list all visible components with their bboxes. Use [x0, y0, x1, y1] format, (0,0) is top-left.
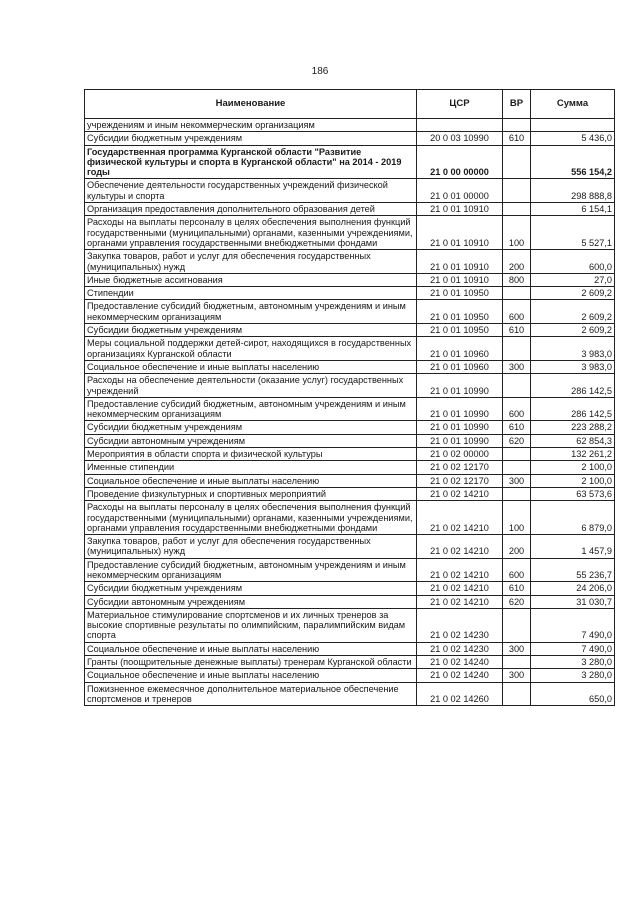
row-csr: 21 0 02 14210 [417, 558, 503, 582]
row-name: Субсидии бюджетным учреждениям [85, 582, 417, 595]
row-sum: 2 100,0 [531, 461, 615, 474]
row-csr: 21 0 02 12170 [417, 461, 503, 474]
row-csr: 21 0 02 14240 [417, 669, 503, 682]
table-row [85, 448, 615, 461]
row-name: Материальное стимулирование спортсменов и их личных тренеров за высокие спортивные результаты по олимпийским, паралимпийским видам спорта [85, 608, 417, 642]
row-vr [503, 682, 531, 706]
row-csr: 21 0 02 14230 [417, 608, 503, 642]
row-vr: 600 [503, 397, 531, 421]
table-row [85, 145, 615, 179]
row-vr [503, 487, 531, 500]
table-row [85, 421, 615, 434]
row-vr: 100 [503, 501, 531, 535]
row-sum: 31 030,7 [531, 595, 615, 608]
row-name: Закупка товаров, работ и услуг для обеспечения государственных (муниципальных) нужд [85, 535, 417, 559]
table-row [85, 119, 615, 132]
row-name: Предоставление субсидий бюджетным, автономным учреждениям и иным некоммерческим организациям [85, 397, 417, 421]
row-csr: 21 0 01 10950 [417, 287, 503, 300]
row-sum: 286 142,5 [531, 374, 615, 398]
row-sum: 556 154,2 [531, 145, 615, 179]
row-sum: 2 609,2 [531, 300, 615, 324]
row-vr: 610 [503, 582, 531, 595]
row-sum: 650,0 [531, 682, 615, 706]
row-vr: 610 [503, 324, 531, 337]
row-name: Пожизненное ежемесячное дополнительное материальное обеспечение спортсменов и тренеров [85, 682, 417, 706]
table-row [85, 434, 615, 447]
row-vr [503, 119, 531, 132]
row-name: Проведение физкультурных и спортивных мероприятий [85, 487, 417, 500]
row-name: Меры социальной поддержки детей-сирот, находящихся в государственных организациях Курганской области [85, 337, 417, 361]
header-sum: Сумма [531, 90, 615, 119]
row-vr: 300 [503, 360, 531, 373]
row-sum: 62 854,3 [531, 434, 615, 447]
table-header-row [85, 90, 615, 119]
row-sum: 5 436,0 [531, 132, 615, 145]
row-csr: 21 0 01 10960 [417, 360, 503, 373]
row-sum: 6 154,1 [531, 203, 615, 216]
row-vr: 610 [503, 421, 531, 434]
table-row [85, 669, 615, 682]
row-csr: 20 0 03 10990 [417, 132, 503, 145]
row-vr: 300 [503, 474, 531, 487]
row-csr: 21 0 01 10990 [417, 397, 503, 421]
row-csr: 21 0 01 10990 [417, 434, 503, 447]
table-row [85, 397, 615, 421]
table-row [85, 216, 615, 250]
row-sum: 6 879,0 [531, 501, 615, 535]
row-vr [503, 287, 531, 300]
row-vr [503, 461, 531, 474]
row-name: Государственная программа Курганской области "Развитие физической культуры и спорта в Курганской области" на 2014 - 2019 годы [85, 145, 417, 179]
header-name: Наименование [85, 90, 417, 119]
row-name: Субсидии автономным учреждениям [85, 434, 417, 447]
row-name: Обеспечение деятельности государственных учреждений физической культуры и спорта [85, 179, 417, 203]
row-vr: 610 [503, 132, 531, 145]
row-csr: 21 0 01 10910 [417, 216, 503, 250]
header-csr: ЦСР [417, 90, 503, 119]
row-sum: 55 236,7 [531, 558, 615, 582]
row-vr [503, 656, 531, 669]
row-csr: 21 0 02 14240 [417, 656, 503, 669]
row-vr: 200 [503, 535, 531, 559]
row-name: Стипендии [85, 287, 417, 300]
row-csr: 21 0 02 14230 [417, 642, 503, 655]
page-number: 186 [311, 66, 329, 77]
row-vr [503, 608, 531, 642]
row-name: Субсидии автономным учреждениям [85, 595, 417, 608]
row-sum: 63 573,6 [531, 487, 615, 500]
row-vr [503, 203, 531, 216]
row-sum: 298 888,8 [531, 179, 615, 203]
row-sum: 24 206,0 [531, 582, 615, 595]
table-row [85, 179, 615, 203]
row-name: Расходы на выплаты персоналу в целях обеспечения выполнения функций государственными (муниципальными) органами, казенными учреждениями, органами управления государственными внебюджетными фондами [85, 501, 417, 535]
row-csr: 21 0 01 10990 [417, 421, 503, 434]
budget-table [84, 89, 615, 706]
table-row [85, 608, 615, 642]
row-csr: 21 0 02 14210 [417, 501, 503, 535]
row-vr: 620 [503, 434, 531, 447]
table-row [85, 273, 615, 286]
row-name: Иные бюджетные ассигнования [85, 273, 417, 286]
row-csr: 21 0 01 10910 [417, 250, 503, 274]
row-vr: 300 [503, 669, 531, 682]
row-name: Предоставление субсидий бюджетным, автономным учреждениям и иным некоммерческим организациям [85, 558, 417, 582]
table-row [85, 595, 615, 608]
row-vr [503, 337, 531, 361]
row-name: Гранты (поощрительные денежные выплаты) тренерам Курганской области [85, 656, 417, 669]
row-vr: 200 [503, 250, 531, 274]
row-name: Мероприятия в области спорта и физической культуры [85, 448, 417, 461]
row-name: Субсидии бюджетным учреждениям [85, 132, 417, 145]
table-body [85, 119, 615, 706]
table-row [85, 132, 615, 145]
row-csr: 21 0 02 12170 [417, 474, 503, 487]
row-sum: 3 983,0 [531, 337, 615, 361]
row-sum: 132 261,2 [531, 448, 615, 461]
row-csr: 21 0 01 00000 [417, 179, 503, 203]
row-sum: 7 490,0 [531, 642, 615, 655]
row-sum: 27,0 [531, 273, 615, 286]
row-csr: 21 0 01 10960 [417, 337, 503, 361]
row-csr: 21 0 01 10950 [417, 300, 503, 324]
row-sum: 600,0 [531, 250, 615, 274]
row-name: Предоставление субсидий бюджетным, автономным учреждениям и иным некоммерческим организациям [85, 300, 417, 324]
row-csr: 21 0 02 14210 [417, 595, 503, 608]
row-sum: 3 983,0 [531, 360, 615, 373]
row-csr: 21 0 01 10910 [417, 203, 503, 216]
row-vr: 100 [503, 216, 531, 250]
table-row [85, 461, 615, 474]
row-sum: 1 457,9 [531, 535, 615, 559]
row-name: Именные стипендии [85, 461, 417, 474]
row-vr [503, 179, 531, 203]
row-vr: 620 [503, 595, 531, 608]
row-name: Социальное обеспечение и иные выплаты населению [85, 669, 417, 682]
row-name: Социальное обеспечение и иные выплаты населению [85, 474, 417, 487]
row-sum [531, 119, 615, 132]
row-csr: 21 0 01 10950 [417, 324, 503, 337]
row-name: Расходы на обеспечение деятельности (оказание услуг) государственных учреждений [85, 374, 417, 398]
row-name: Социальное обеспечение и иные выплаты населению [85, 642, 417, 655]
row-sum: 3 280,0 [531, 656, 615, 669]
table-row [85, 682, 615, 706]
row-vr [503, 145, 531, 179]
table-row [85, 487, 615, 500]
row-vr [503, 448, 531, 461]
table-row [85, 300, 615, 324]
table-row [85, 203, 615, 216]
table-row [85, 656, 615, 669]
row-sum: 286 142,5 [531, 397, 615, 421]
table-row [85, 374, 615, 398]
row-vr: 600 [503, 300, 531, 324]
row-vr: 800 [503, 273, 531, 286]
row-sum: 7 490,0 [531, 608, 615, 642]
row-csr: 21 0 02 14210 [417, 487, 503, 500]
row-name: Социальное обеспечение и иные выплаты населению [85, 360, 417, 373]
row-vr [503, 374, 531, 398]
table-row [85, 287, 615, 300]
row-csr: 21 0 02 00000 [417, 448, 503, 461]
row-sum: 2 609,2 [531, 287, 615, 300]
row-sum: 5 527,1 [531, 216, 615, 250]
row-csr: 21 0 00 00000 [417, 145, 503, 179]
table-row [85, 642, 615, 655]
row-name: учреждениям и иным некоммерческим организациям [85, 119, 417, 132]
table-row [85, 558, 615, 582]
table-row [85, 582, 615, 595]
row-csr [417, 119, 503, 132]
row-csr: 21 0 02 14210 [417, 535, 503, 559]
table-row [85, 535, 615, 559]
row-name: Расходы на выплаты персоналу в целях обеспечения выполнения функций государственными (муниципальными) органами, казенными учреждениями, органами управления государственными внебюджетными фондами [85, 216, 417, 250]
row-vr: 300 [503, 642, 531, 655]
table-row [85, 324, 615, 337]
row-name: Субсидии бюджетным учреждениям [85, 421, 417, 434]
row-name: Организация предоставления дополнительного образования детей [85, 203, 417, 216]
row-vr: 600 [503, 558, 531, 582]
row-csr: 21 0 01 10990 [417, 374, 503, 398]
table-row [85, 501, 615, 535]
table-row [85, 337, 615, 361]
row-name: Субсидии бюджетным учреждениям [85, 324, 417, 337]
row-sum: 2 100,0 [531, 474, 615, 487]
row-sum: 3 280,0 [531, 669, 615, 682]
row-sum: 223 288,2 [531, 421, 615, 434]
row-csr: 21 0 02 14210 [417, 582, 503, 595]
row-name: Закупка товаров, работ и услуг для обеспечения государственных (муниципальных) нужд [85, 250, 417, 274]
row-csr: 21 0 01 10910 [417, 273, 503, 286]
row-csr: 21 0 02 14260 [417, 682, 503, 706]
table-row [85, 250, 615, 274]
row-sum: 2 609,2 [531, 324, 615, 337]
header-vr: ВР [503, 90, 531, 119]
table-row [85, 360, 615, 373]
table-row [85, 474, 615, 487]
